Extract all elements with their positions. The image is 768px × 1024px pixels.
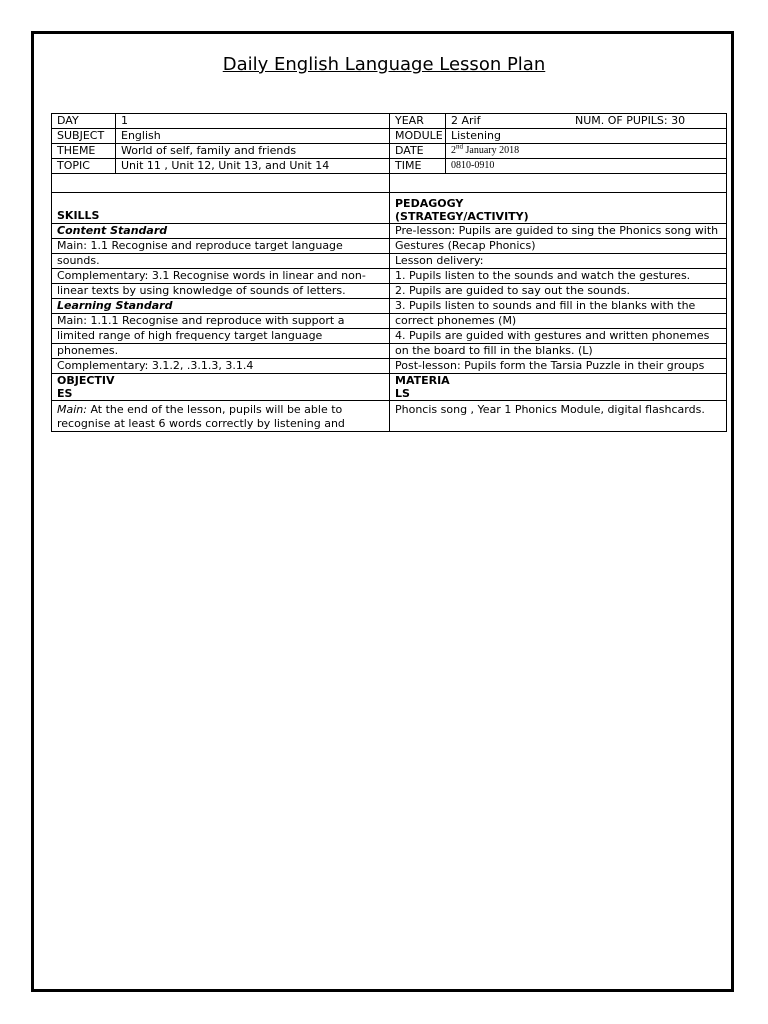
learning-comp: Complementary: 3.1.2, .3.1.3, 3.1.4 [52,359,390,374]
objective-line1 [57,403,384,417]
row-objectives-materials [52,374,727,401]
theme-label: THEME [52,144,116,159]
page-title: Daily English Language Lesson Plan [222,54,546,75]
time-value: 0810-0910 [446,159,727,174]
day-label: DAY [52,114,116,129]
row-objective-text [52,401,727,432]
subject-value: English [116,129,390,144]
step-4-line2: on the board to fill in the blanks. (L) [390,344,727,359]
pedagogy-heading-line1: PEDAGOGY [395,197,464,210]
objectives-heading-line1: OBJECTIV [57,374,115,387]
materials-heading-line1: MATERIA [395,374,450,387]
content-comp-line1: Complementary: 3.1 Recognise words in linear and non- [52,269,390,284]
row-theme [52,144,727,159]
day-value: 1 [116,114,390,129]
row-9 [52,359,727,374]
step-4-line1: 4. Pupils are guided with gestures and written phonemes [390,329,727,344]
row-5 [52,299,727,314]
content-comp-line2: linear texts by using knowledge of sounds of letters. [52,284,390,299]
pre-lesson: Pre-lesson: Pupils are guided to sing the Phonics song with [390,224,727,239]
time-label: TIME [390,159,446,174]
materials-heading-line2: LS [395,387,410,400]
objective-main-label: Main: [57,403,87,416]
row-8 [52,344,727,359]
learning-main-line2: limited range of high frequency target language [52,329,390,344]
learning-main-line3: phonemes. [52,344,390,359]
date-month-year: January 2018 [463,145,520,156]
date-label: DATE [390,144,446,159]
topic-label: TOPIC [52,159,116,174]
objective-line1-text: At the end of the lesson, pupils will be able to [86,403,343,416]
date-suffix: nd [456,143,463,151]
objectives-heading-line2: ES [57,387,73,400]
learning-standard-heading: Learning Standard [52,299,390,314]
lesson-plan-table [51,113,727,432]
content-standard-heading: Content Standard [52,224,390,239]
objectives-heading [52,374,390,401]
pedagogy-heading [390,193,727,224]
learning-main-line1: Main: 1.1.1 Recognise and reproduce with support a [52,314,390,329]
pedagogy-heading-line2: (STRATEGY/ACTIVITY) [395,210,529,223]
objective-text [52,401,390,432]
row-7 [52,329,727,344]
row-subject [52,129,727,144]
row-skills-pedagogy [52,193,727,224]
lesson-delivery: Lesson delivery: [390,254,727,269]
row-4 [52,284,727,299]
row-6 [52,314,727,329]
content-main-line1: Main: 1.1 Recognise and reproduce target language [52,239,390,254]
date-value [446,144,727,159]
row-3 [52,269,727,284]
content-main-line2: sounds. [52,254,390,269]
blank-right [390,174,727,193]
step-1: 1. Pupils listen to the sounds and watch the gestures. [390,269,727,284]
row-content-standard [52,224,727,239]
subject-label: SUBJECT [52,129,116,144]
materials-heading [390,374,727,401]
module-value: Listening [446,129,727,144]
topic-value: Unit 11 , Unit 12, Unit 13, and Unit 14 [116,159,390,174]
year-cell [446,114,727,129]
date-day: 2 [451,145,456,156]
module-label: MODULE [390,129,446,144]
row-topic [52,159,727,174]
year-value: 2 Arif [451,114,481,127]
gestures: Gestures (Recap Phonics) [390,239,727,254]
step-3-line1: 3. Pupils listen to sounds and fill in the blanks with the [390,299,727,314]
theme-value: World of self, family and friends [116,144,390,159]
row-blank [52,174,727,193]
year-label: YEAR [390,114,446,129]
blank-left [52,174,390,193]
step-2: 2. Pupils are guided to say out the sounds. [390,284,727,299]
post-lesson: Post-lesson: Pupils form the Tarsia Puzzle in their groups [390,359,727,374]
num-pupils: NUM. OF PUPILS: 30 [575,114,686,127]
materials-text: Phoncis song , Year 1 Phonics Module, digital flashcards. [390,401,727,432]
row-day [52,114,727,129]
step-3-line2: correct phonemes (M) [390,314,727,329]
row-1 [52,239,727,254]
skills-heading: SKILLS [52,193,390,224]
row-2 [52,254,727,269]
objective-line2: recognise at least 6 words correctly by listening and [57,417,345,430]
